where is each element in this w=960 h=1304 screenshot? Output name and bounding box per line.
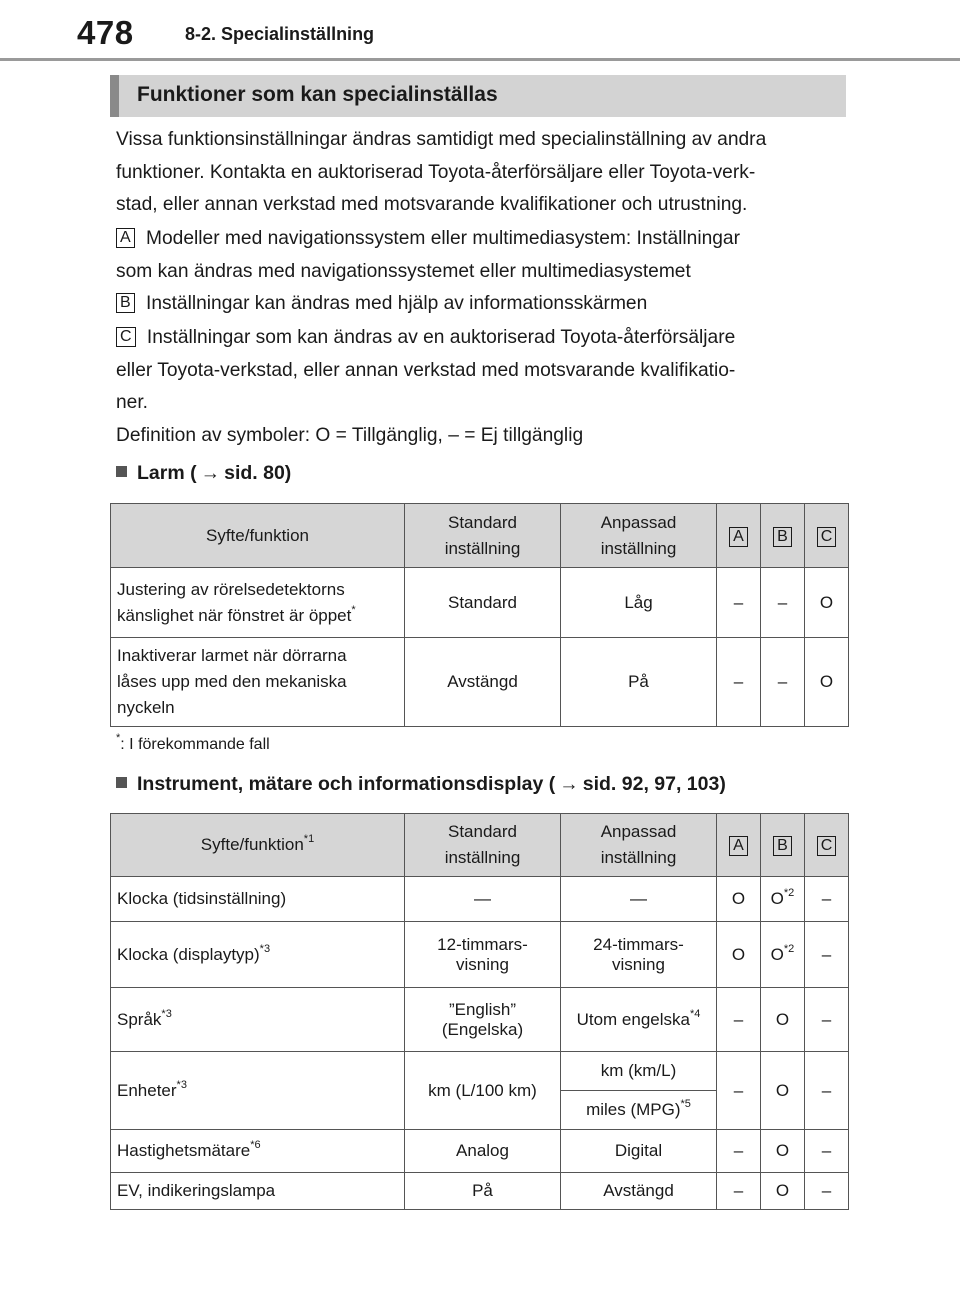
header-function: Syfte/funktion: [111, 504, 405, 568]
header-b: B: [761, 814, 805, 877]
cell-b: –: [761, 568, 805, 638]
table-row: [111, 638, 849, 727]
legend-b: [116, 288, 836, 321]
legend-a-text-2: som kan ändras med navigationssystemet eller multimediasystemet: [116, 260, 691, 282]
section-heading-bar: [110, 75, 846, 117]
cell-c: –: [805, 877, 849, 922]
cell-function: Hastighetsmätare$^{*6}$: [111, 1130, 405, 1173]
cell-b: O: [761, 1173, 805, 1210]
cell-a: O: [717, 877, 761, 922]
cell-function: Klocka (tidsinställning): [111, 877, 405, 922]
legend-c-text-2: eller Toyota-verkstad, eller annan verkstad med motsvarande kvalifikatio-: [116, 359, 736, 381]
table-row: [111, 568, 849, 638]
cell-a: –: [717, 1052, 761, 1130]
instrument-page-ref[interactable]: sid. 92, 97, 103): [582, 773, 726, 795]
cell-function: Språk$^{*3}$: [111, 988, 405, 1052]
intro-line: funktioner. Kontakta en auktoriserad Toyota-återförsäljare eller Toyota-verk-: [116, 161, 756, 183]
cell-b: O: [761, 988, 805, 1052]
cell-function: Inaktiverar larmet när dörrarna låses upp med den mekaniska nyckeln: [111, 638, 405, 727]
larm-page-ref[interactable]: sid. 80): [224, 462, 292, 484]
cell-default: km (L/100 km): [405, 1052, 561, 1130]
legend-c-text: Inställningar som kan ändras av en auktoriserad Toyota-återförsäljare: [141, 327, 736, 348]
cell-custom: km (km/L): [561, 1052, 717, 1091]
cell-default: —: [405, 877, 561, 922]
cell-a: –: [717, 1173, 761, 1210]
cell-a: –: [717, 988, 761, 1052]
larm-table: [110, 503, 849, 727]
cell-c: –: [805, 988, 849, 1052]
cell-function: Klocka (displaytyp)$^{*3}$: [111, 922, 405, 988]
cell-default: ”English” (Engelska): [405, 988, 561, 1052]
cell-function: Enheter$^{*3}$: [111, 1052, 405, 1130]
cell-custom: På: [561, 638, 717, 727]
instrument-heading-text: Instrument, mätare och informationsdisplay (: [137, 773, 556, 795]
larm-footnote: *: I förekommande fall: [116, 732, 270, 753]
section-title: Funktioner som kan specialinställas: [137, 83, 498, 106]
badge-c: C: [116, 327, 136, 347]
cell-custom: Låg: [561, 568, 717, 638]
bullet-square-icon: [116, 777, 127, 788]
arrow-right-icon: →: [559, 773, 579, 795]
table-header-row: [111, 504, 849, 568]
cell-custom: Avstängd: [561, 1173, 717, 1210]
cell-b: O: [761, 1052, 805, 1130]
page-number: 478: [77, 14, 134, 51]
cell-a: –: [717, 1130, 761, 1173]
header-custom: Anpassad inställning: [561, 814, 717, 877]
header-a: A: [717, 504, 761, 568]
intro-paragraph: [116, 124, 836, 222]
header-b: B: [761, 504, 805, 568]
header-c: C: [805, 814, 849, 877]
cell-custom: 24-timmars- visning: [561, 922, 717, 988]
cell-c: –: [805, 1173, 849, 1210]
legend-b-text: Inställningar kan ändras med hjälp av informationsskärmen: [140, 293, 648, 314]
symbols-definition: Definition av symboler: O = Tillgänglig, – = Ej tillgänglig: [116, 425, 584, 446]
legend-c-text-3: ner.: [116, 392, 149, 413]
table-row: [111, 1130, 849, 1173]
cell-b: $O^{*2}$: [761, 877, 805, 922]
header-divider: [0, 58, 960, 61]
table-row: [111, 988, 849, 1052]
table-row: [111, 1173, 849, 1210]
table-header-row: [111, 814, 849, 877]
arrow-right-icon: →: [200, 462, 221, 484]
cell-c: –: [805, 1130, 849, 1173]
cell-c: –: [805, 922, 849, 988]
chapter-title: 8-2. Specialinställning: [185, 24, 375, 44]
cell-custom: —: [561, 877, 717, 922]
cell-function: Justering av rörelsedetektorns känslighet när fönstret är öppet*: [111, 568, 405, 638]
cell-custom: miles (MPG)$^{*5}$: [561, 1091, 717, 1130]
header-default: Standard inställning: [405, 814, 561, 877]
instrument-heading: [116, 773, 726, 796]
cell-c: O: [805, 568, 849, 638]
cell-c: O: [805, 638, 849, 727]
cell-b: $O^{*2}$: [761, 922, 805, 988]
bullet-square-icon: [116, 466, 127, 477]
cell-custom: Utom engelska$^{*4}$: [561, 988, 717, 1052]
cell-default: Standard: [405, 568, 561, 638]
header-c: C: [805, 504, 849, 568]
intro-line: stad, eller annan verkstad med motsvarande kvalifikationer och utrustning.: [116, 194, 748, 215]
cell-default: 12-timmars- visning: [405, 922, 561, 988]
cell-b: –: [761, 638, 805, 727]
cell-a: –: [717, 638, 761, 727]
cell-c: –: [805, 1052, 849, 1130]
header-a: A: [717, 814, 761, 877]
header-default: Standard inställning: [405, 504, 561, 568]
intro-line: Vissa funktionsinställningar ändras samtidigt med specialinställning av andra: [116, 129, 767, 150]
legend-c: [116, 322, 836, 420]
cell-custom: Digital: [561, 1130, 717, 1173]
table-row: [111, 1052, 849, 1091]
badge-a: A: [116, 228, 135, 248]
badge-b: B: [116, 293, 135, 313]
cell-a: –: [717, 568, 761, 638]
cell-default: På: [405, 1173, 561, 1210]
cell-b: O: [761, 1130, 805, 1173]
legend-a: [116, 223, 836, 288]
instrument-table: [110, 813, 849, 1210]
cell-a: O: [717, 922, 761, 988]
table-row: [111, 922, 849, 988]
table-row: [111, 877, 849, 922]
header-custom: Anpassad inställning: [561, 504, 717, 568]
cell-default: Avstängd: [405, 638, 561, 727]
larm-heading: [116, 462, 291, 485]
cell-default: Analog: [405, 1130, 561, 1173]
larm-heading-text: Larm (: [137, 462, 197, 484]
legend-a-text: Modeller med navigationssystem eller multimediasystem: Inställningar: [140, 228, 740, 249]
header-function: Syfte/funktion$^{*1}$: [111, 814, 405, 877]
cell-function: EV, indikeringslampa: [111, 1173, 405, 1210]
